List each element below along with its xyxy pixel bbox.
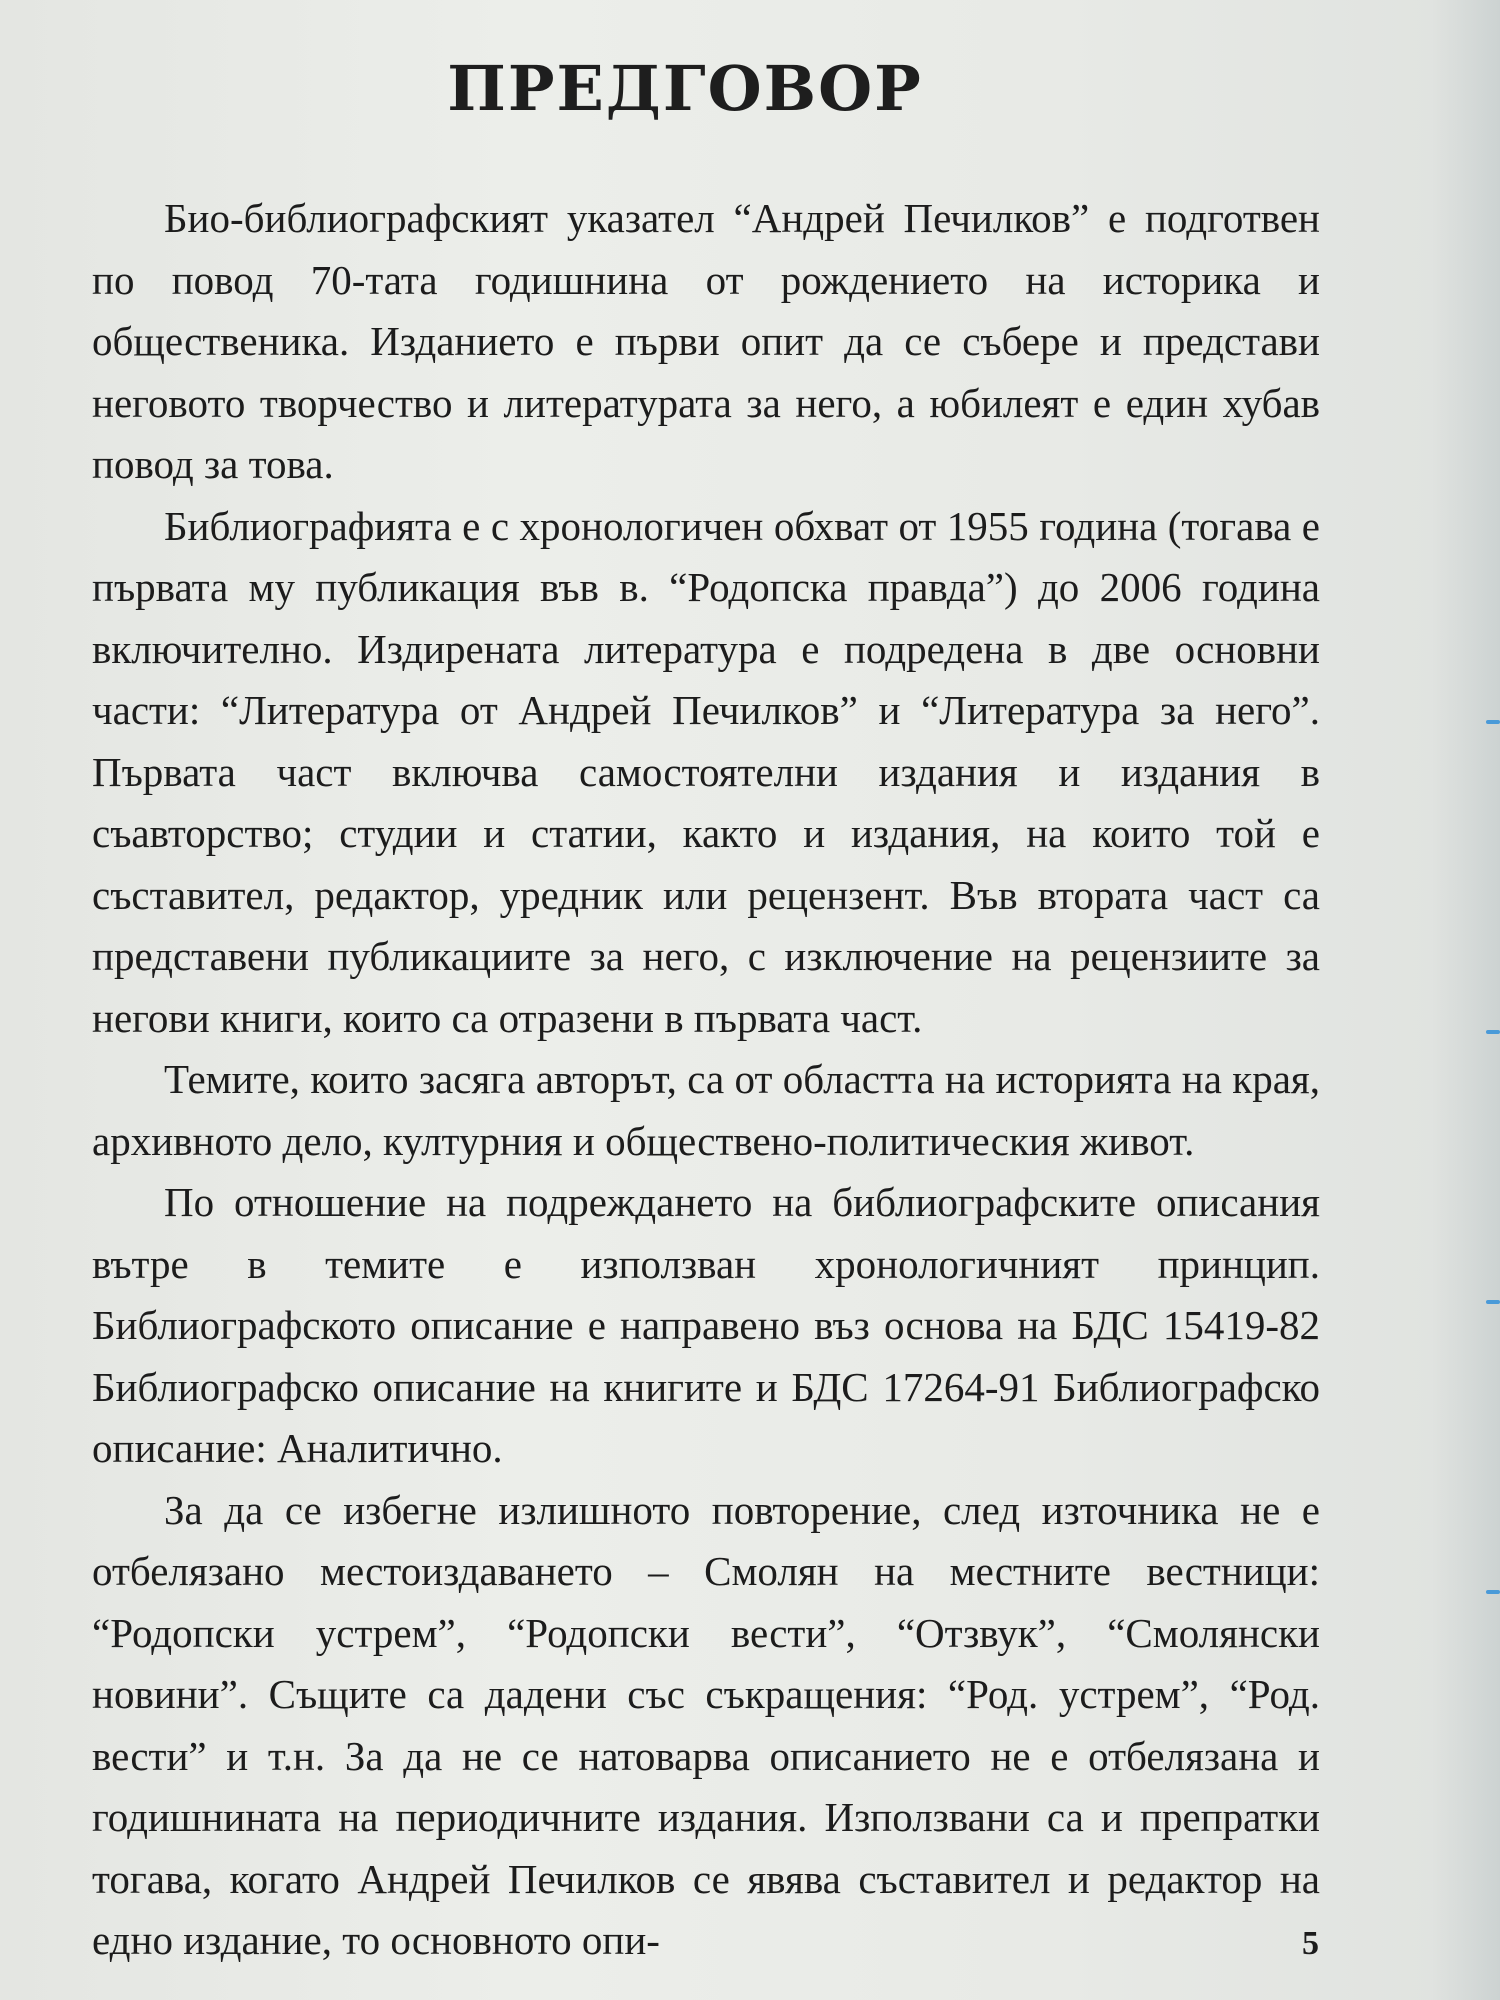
facing-page-shadow <box>1430 0 1500 2000</box>
paragraph: За да се избегне излишното повторение, след източника не е отбелязано местоиздаването – Смолян на местните вестници: “Родопски устрем”, “Родопски вести”, “Отзвук”, “Смолянски новини”. Същите са дадени със съкращения: “Род. устрем”, “Род. вести” и т.н. За да не се натоварва описанието не е отбелязана и годишнината на периодичните издания. Използвани са и препратки тогава, когато Андрей Печилков се явява съставител и редактор на едно издание, то основното опи- <box>92 1486 1320 1963</box>
body-text <box>92 188 1320 1972</box>
page-edge-mark <box>1486 720 1500 724</box>
page-number: 5 <box>1302 1925 1319 1962</box>
paragraph: Темите, които засяга авторът, са от областта на историята на края, архивното дело, културния и обществено-политическия живот. <box>92 1056 1320 1164</box>
paragraph: По отношение на подреждането на библиографските описания вътре в темите е използван хронологичният принцип. Библиографското описание е направено въз основа на БДС 15419-82 Библиографско описание на книгите и БДС 17264-91 Библиографско описание: Аналитично. <box>92 1179 1320 1471</box>
page-edge-mark <box>1486 1590 1500 1594</box>
page-title: ПРЕДГОВОР <box>447 52 923 125</box>
page-edge-mark <box>1486 1300 1500 1304</box>
paragraph: Био-библиографският указател “Андрей Печилков” е подготвен по повод 70-тата годишнина от рождението на историка и общественика. Изданието е първи опит да се събере и представи неговото творчество и литературата за него, а юбилеят е един хубав повод за това. <box>92 195 1320 487</box>
paragraph: Библиографията е с хронологичен обхват от 1955 година (тогава е първата му публикация във в. “Родопска правда”) до 2006 година включително. Издирената литература е подредена в две основни части: “Литература от Андрей Печилков” и “Литература за него”. Първата част включва самостоятелни издания и издания в съавторство; студии и статии, както и издания, на които той е съставител, редактор, уредник или рецензент. Във втората част са представени публикациите за него, с изключение на рецензиите за негови книги, които са отразени в първата част. <box>92 502 1320 1041</box>
page-edge-mark <box>1486 1030 1500 1034</box>
